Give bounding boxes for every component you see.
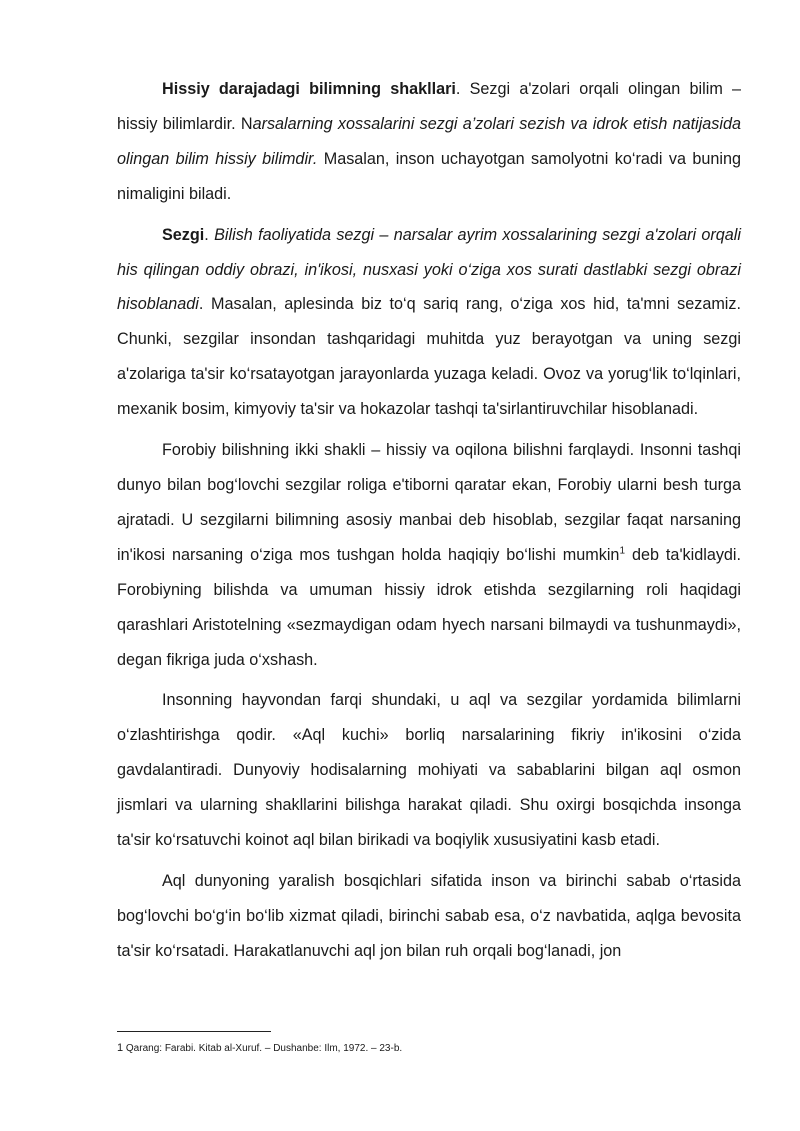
paragraph-3 [117, 433, 741, 677]
footnote-text: Qarang: Farabi. Kitab al-Xuruf. – Dushanbe: Ilm, 1972. – 23-b. [123, 1043, 403, 1054]
paragraph-4-text: Insonning hayvondan farqi shundaki, u aql va sezgilar yordamida bilimlarni o‘zlashtirishga qodir. «Aql kuchi» borliq narsalarining fikriy in'ikosini o‘zida gavdalantiradi. Dunyoviy hodisalarning mohiyati va sabablarini bilgan aql osmon jismlari va ularning shakllarini bilishga harakat qiladi. Shu oxirgi bosqichda insonga ta'sir ko‘rsatuvchi koinot aql bilan birikadi va boqiylik xususiyatini kasb etadi. [117, 691, 741, 850]
paragraph-4 [117, 683, 741, 858]
footnote [117, 1041, 741, 1056]
body-text [117, 72, 741, 969]
term-sezgi: Sezgi [162, 225, 205, 244]
paragraph-1-italic: arsalarning xossalarini sezgi a’zolari sezish va idrok etish natijasida olingan bilim hissiy bilimdir. [117, 114, 741, 168]
paragraph-2-text-b: . Masalan, aplesinda biz to‘q sariq rang, o‘ziga xos hid, ta'mni sezamiz. Chunki, sezgilar insondan tashqaridagi muhitda yuz berayotgan va uning sezgi a'zolariga ta'sir ko‘rsatayotgan jarayonlarda yuzaga keladi. Ovoz va yorug‘lik to‘lqinlari, mexanik bosim, kimyoviy ta'sir va hokazolar tashqi ta'sirlantiruvchilar hisoblanadi. [117, 295, 741, 419]
paragraph-3-text-b: deb ta'kidlaydi. Forobiyning bilishda va umuman hissiy idrok etishda sezgilarning roli haqidagi qarashlari Aristotelning «sezmaydigan odam hyech narsani bilmaydi va tushunmaydi», degan fikriga juda o‘xshash. [117, 545, 742, 669]
footnote-number: 1 [117, 1042, 124, 1054]
footnote-separator [117, 1031, 271, 1032]
paragraph-3-text-a: Forobiy bilishning ikki shakli – hissiy va oqilona bilishni farqlaydi. Insonni tashqi dunyo bilan bog‘lovchi sezgilar roliga e'tiborni qaratar ekan, Forobiy ularni besh turga ajratadi. U sezgilarni bilimning asosiy manbai deb hisoblab, sezgilar faqat narsaning in'ikosi narsaning o‘ziga mos tushgan holda haqiqiy bo‘lishi mumkin [117, 441, 741, 564]
paragraph-1-text-a: . Sezgi a'zolari orqali olingan bilim – hissiy bilimlardir. N [117, 80, 742, 133]
paragraph-1-text-b: Masalan, inson uchayotgan samolyotni ko‘radi va buning nimaligini biladi. [117, 149, 741, 203]
term-hissiy-bilim: Hissiy darajadagi bilimning shakllari [162, 80, 456, 98]
footnote-reference[interactable]: 1 [619, 545, 625, 557]
paragraph-2 [117, 218, 741, 427]
paragraph-5 [117, 864, 741, 969]
paragraph-5-text: Aql dunyoning yaralish bosqichlari sifatida inson va birinchi sabab o‘rtasida bog‘lovchi bo‘g‘in bo‘lib xizmat qiladi, birinchi sabab esa, o‘z navbatida, aqlga bevosita ta'sir ko‘rsatadi. Harakatlanuvchi aql jon bilan ruh orqali bog‘lanadi, jon [117, 871, 741, 960]
paragraph-2-italic: Bilish faoliyatida sezgi – narsalar ayrim xossalarining sezgi a'zolari orqali his qilingan oddiy obrazi, in'ikosi, nusxasi yoki o‘ziga xos surati dastlabki sezgi obrazi hisoblanadi [117, 225, 742, 314]
paragraph-2-text-a: . [204, 225, 215, 244]
paragraph-1 [117, 72, 741, 212]
